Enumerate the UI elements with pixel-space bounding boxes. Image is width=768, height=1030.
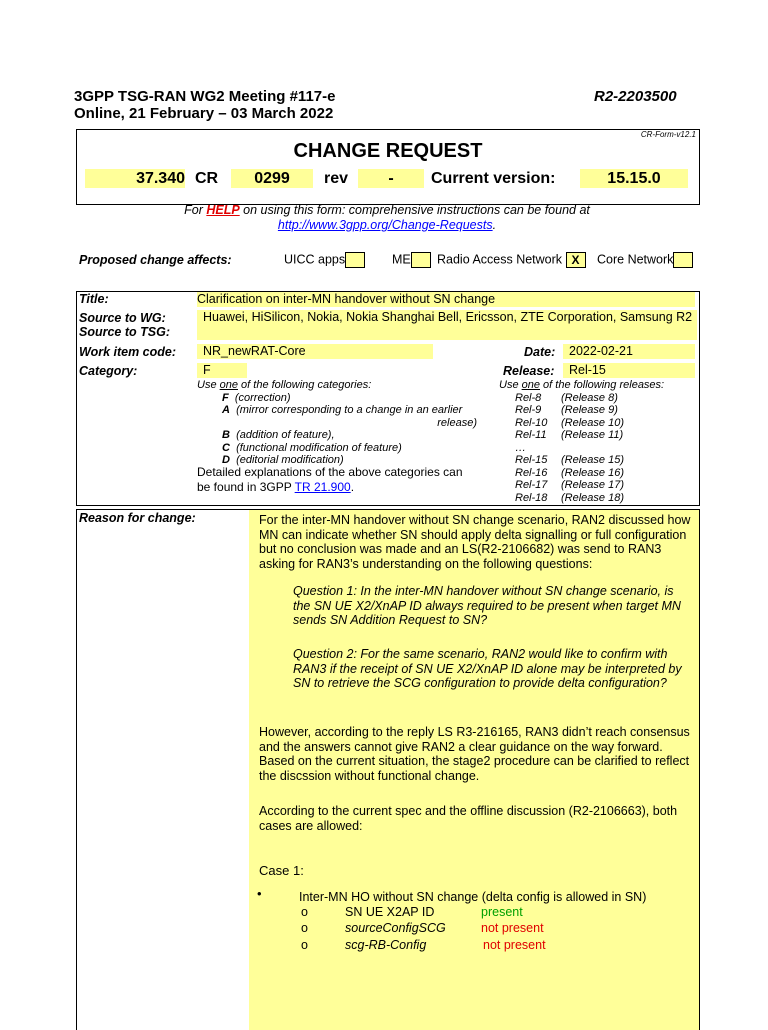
current-version: 15.15.0 (580, 169, 688, 188)
help-text (76, 203, 698, 233)
affects-label: Proposed change affects: (79, 253, 232, 267)
cr-number: 0299 (231, 169, 313, 188)
category-item-cont: release) (437, 416, 477, 429)
change-request-title: CHANGE REQUEST (293, 140, 483, 162)
help-url-suffix: . (492, 218, 497, 232)
reason-body (249, 510, 699, 1030)
cr-box (76, 129, 700, 205)
cn-checkbox[interactable] (673, 252, 693, 268)
category-item: A (mirror corresponding to a change in an earlier (222, 404, 463, 416)
source-wg-label: Source to WG: (79, 311, 166, 325)
release-item: Rel-18 (Release 18) (515, 491, 624, 504)
meeting-location-date: Online, 21 February – 03 March 2022 (74, 105, 334, 122)
tr-21900-link[interactable]: TR 21.900 (294, 479, 351, 494)
help-link[interactable]: HELP (206, 203, 240, 217)
release-item: Rel-15 (Release 15) (515, 454, 624, 466)
category-value: F (197, 363, 247, 378)
release-item: Rel-11 (Release 11) (515, 429, 624, 441)
sub-item: o sourceConfigSCG not present (301, 921, 544, 935)
rev-value: - (358, 169, 424, 188)
meeting-title: 3GPP TSG-RAN WG2 Meeting #117-e (74, 88, 336, 105)
sub-item: o scg-RB-Config not present (301, 938, 546, 952)
uicc-label: UICC apps (284, 252, 346, 267)
categories-list (197, 379, 497, 467)
cr-label: CR (195, 170, 219, 187)
affects-ran (437, 252, 586, 268)
title-value: Clarification on inter-MN handover without SN change (197, 292, 695, 307)
release-item: Rel-10 (Release 10) (515, 416, 624, 429)
reason-case1: Case 1: (259, 863, 304, 878)
affects-uicc (284, 252, 365, 268)
category-item: C (functional modification of feature) (222, 441, 402, 454)
reason-p3: According to the current spec and the offline discussion (R2-2106663), both cases are allowed: (259, 804, 678, 833)
ran-checkbox[interactable]: X (566, 252, 586, 268)
date-label: Date: (524, 345, 556, 359)
category-item: F (correction) (222, 391, 291, 404)
uicc-checkbox[interactable] (345, 252, 365, 268)
category-item: B (addition of feature), (222, 429, 335, 441)
source-value: Huawei, HiSilicon, Nokia, Nokia Shanghai Bell, Ericsson, ZTE Corporation, Samsung R2 (197, 310, 697, 340)
current-version-label: Current version: (431, 170, 556, 187)
reason-table (76, 509, 700, 1030)
release-item: Rel-8 (Release 8) (515, 391, 618, 404)
source-tsg-label: Source to TSG: (79, 325, 170, 339)
doc-number: R2-2203500 (594, 88, 677, 105)
sub-item: o SN UE X2AP ID present (301, 905, 523, 919)
details-table (76, 291, 700, 506)
reason-bullet: Inter-MN HO without SN change (delta config is allowed in SN) (299, 890, 647, 904)
category-item: D (editorial modification) (222, 454, 344, 466)
work-item-value: NR_newRAT-Core (197, 344, 433, 359)
title-label: Title: (79, 292, 109, 306)
categories-detail (197, 465, 463, 494)
categories-detail-line2: be found in 3GPP TR 21.900. (197, 479, 355, 494)
ran-label: Radio Access Network (437, 252, 563, 267)
reason-question-2: Question 2: For the same scenario, RAN2 would like to confirm with RAN3 if the receipt of SN UE X2/XnAP ID alone may be interpreted by SN to retrieve the SCG configuration to provide delta configuration? (293, 647, 682, 690)
reason-p2: However, according to the reply LS R3-216165, RAN3 didn’t reach consensus and the answers cannot give RAN2 a clear guidance on the way forward. Based on the current situation, the stage2 procedure can be clarified to reflect the discssion without functional change. (259, 725, 690, 783)
help-suffix: on using this form: comprehensive instructions can be found at (239, 203, 590, 217)
me-checkbox[interactable] (411, 252, 431, 268)
spec-number: 37.340 (85, 169, 185, 188)
release-label: Release: (503, 364, 555, 378)
bullet-dot: • (257, 886, 262, 901)
reason-p1: For the inter-MN handover without SN change scenario, RAN2 discussed how MN can indicate whether SN should apply delta signalling or full configuration but no conclusion was made and an LS(R2-2106682) was send to RAN3 asking for RAN3’s understanding on the following questions: (259, 513, 691, 571)
categories-detail-line1: Detailed explanations of the above categories can (197, 465, 463, 479)
rev-label: rev (324, 170, 349, 187)
releases-intro: Use one of the following releases: (499, 379, 665, 391)
categories-intro: Use one of the following categories: (197, 379, 372, 391)
affects-me (392, 252, 431, 268)
release-item: Rel-9 (Release 9) (515, 404, 618, 416)
reason-label: Reason for change: (79, 511, 196, 525)
affects-cn (597, 252, 693, 268)
cn-label: Core Network (597, 252, 674, 267)
category-label: Category: (79, 364, 138, 378)
release-item: … (515, 441, 526, 454)
me-label: ME (392, 252, 411, 267)
work-item-label: Work item code: (79, 345, 177, 359)
release-value: Rel-15 (563, 363, 695, 378)
change-requests-link[interactable]: http://www.3gpp.org/Change-Requests (277, 218, 493, 232)
date-value: 2022-02-21 (563, 344, 695, 359)
help-prefix: For (184, 203, 207, 217)
releases-list (499, 379, 699, 504)
release-item: Rel-16 (Release 16) (515, 466, 624, 479)
reason-question-1: Question 1: In the inter-MN handover without SN change scenario, is the SN UE X2/XnAP ID always required to be present when target MN sends SN Addition Request to SN? (293, 584, 681, 627)
release-item: Rel-17 (Release 17) (515, 479, 624, 491)
form-version: CR-Form-v12.1 (640, 130, 696, 139)
